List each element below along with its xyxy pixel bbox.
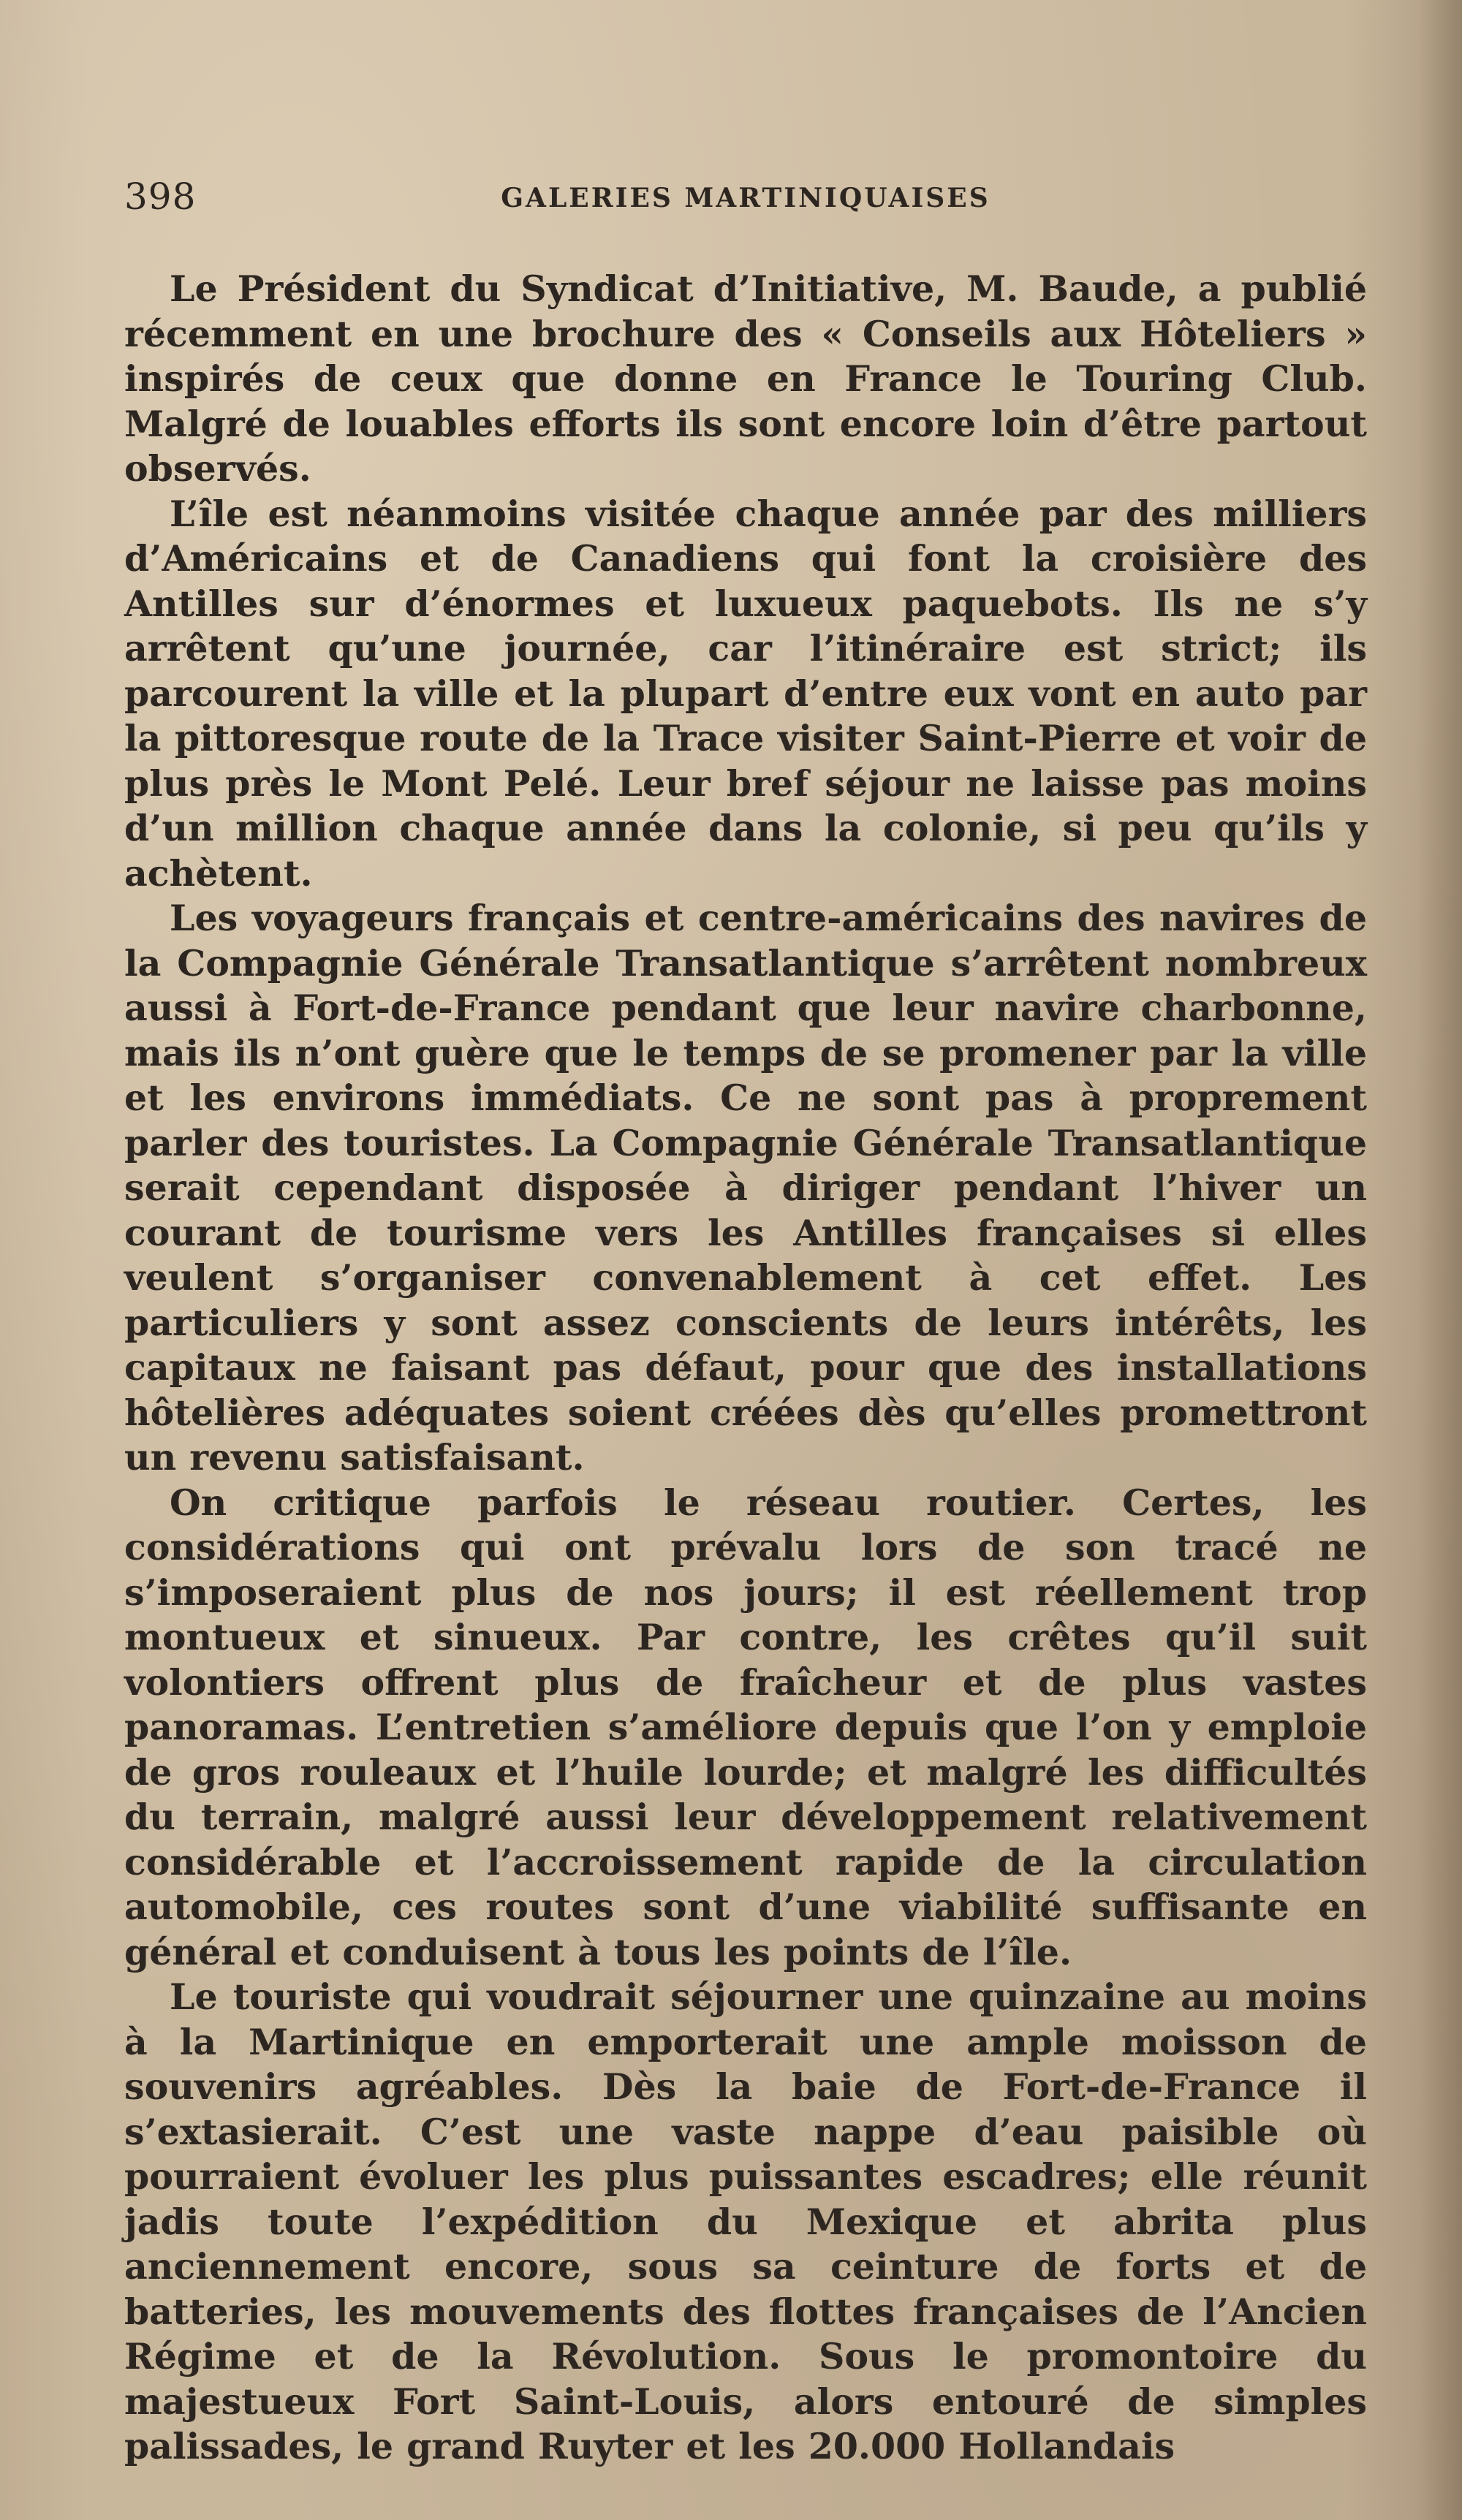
page-number: 398 [124, 175, 197, 218]
running-title: GALERIES MARTINIQUAISES [501, 183, 991, 213]
paragraph-3: Les voyageurs français et centre-américains des navires de la Compagnie Générale Transatlantique s’arrêtent nombreux aussi à Fort-de-France pendant que leur navire charbonne, mais ils n’ont guère que le temps de se promener par la ville et les environs immédiats. Ce ne sont pas à proprement parler des touristes. La Compagnie Générale Transatlantique serait cependant disposée à diriger pendant l’hiver un courant de tourisme vers les Antilles françaises si elles veulent s’organiser convenablement à cet effet. Les particuliers y sont assez conscients de leurs intérêts, les capitaux ne faisant pas défaut, pour que des installations hôtelières adéquates soient créées dès qu’elles promettront un revenu satisfaisant. [124, 897, 1367, 1479]
paragraph-1: Le Président du Syndicat d’Initiative, M. Baude, a publié récemment en une brochure des « Conseils aux Hôteliers » inspirés de ceux que donne en France le Touring Club. Malgré de louables efforts ils sont encore loin d’être partout observés. [124, 267, 1367, 490]
paragraph-5: Le touriste qui voudrait séjourner une quinzaine au moins à la Martinique en emporterait une ample moisson de souvenirs agréables. Dès la baie de Fort-de-France il s’extasierait. C’est une vaste nappe d’eau paisible où pourraient évoluer les plus puissantes escadres; elle réunit jadis toute l’expédition du Mexique et abrita plus anciennement encore, sous sa ceinture de forts et de batteries, les mouvements des flottes françaises de l’Ancien Régime et de la Révolution. Sous le promontoire du majestueux Fort Saint-Louis, alors entouré de simples palissades, le grand Ruyter et les 20.000 Hollandais [124, 1976, 1367, 2467]
page-edge-shadow [1418, 0, 1462, 2520]
paragraph-4: On critique parfois le réseau routier. Certes, les considérations qui ont prévalu lors de son tracé ne s’imposeraient plus de nos jours; il est réellement trop montueux et sinueux. Par contre, les crêtes qu’il suit volontiers offrent plus de fraîcheur et de plus vastes panoramas. L’entretien s’améliore depuis que l’on y emploie de gros rouleaux et l’huile lourde; et malgré les difficultés du terrain, malgré aussi leur développement relativement considérable et l’accroissement rapide de la circulation automobile, ces routes sont d’une viabilité suffisante en général et conduisent à tous les points de l’île. [124, 1481, 1367, 1973]
paragraph-2: L’île est néanmoins visitée chaque année par des milliers d’Américains et de Canadiens qui font la croisière des Antilles sur d’énormes et luxueux paquebots. Ils ne s’y arrêtent qu’une journée, car l’itinéraire est strict; ils parcourent la ville et la plupart d’entre eux vont en auto par la pittoresque route de la Trace visiter Saint-Pierre et voir de plus près le Mont Pelé. Leur bref séjour ne laisse pas moins d’un million chaque année dans la colonie, si peu qu’ils y achètent. [124, 492, 1367, 895]
running-head [124, 175, 1367, 227]
body-text [124, 267, 1367, 2470]
